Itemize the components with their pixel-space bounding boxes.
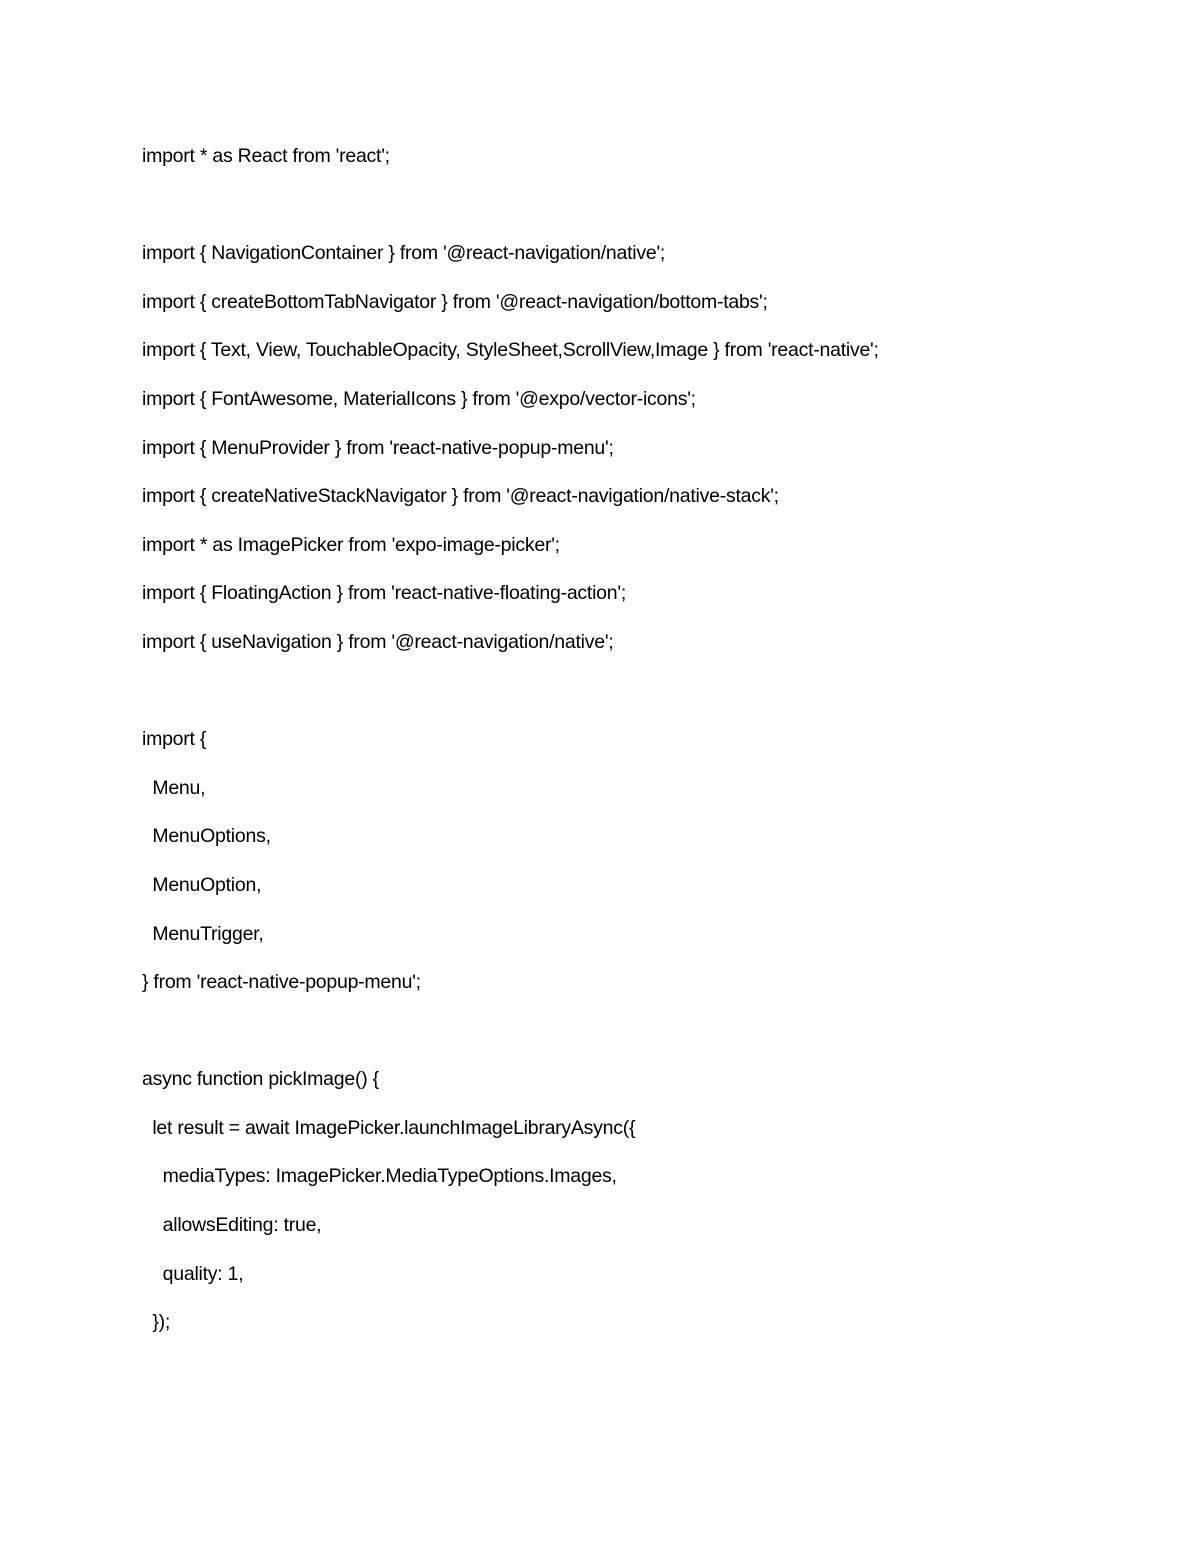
code-line: import * as React from 'react'; <box>142 145 390 167</box>
code-line: } from 'react-native-popup-menu'; <box>142 971 421 994</box>
code-line: MenuOption, <box>142 873 262 896</box>
code-line: }); <box>142 1311 171 1334</box>
code-line: import { FloatingAction } from 'react-native-floating-action'; <box>142 582 627 605</box>
code-line: import { Text, View, TouchableOpacity, StyleSheet,ScrollView,Image } from 'react-native'; <box>142 339 879 362</box>
code-line: import { MenuProvider } from 'react-native-popup-menu'; <box>142 436 614 459</box>
code-line: import * as ImagePicker from 'expo-image-picker'; <box>142 533 560 556</box>
code-line <box>142 1012 1142 1061</box>
code-line: MenuOptions, <box>142 825 271 848</box>
code-line: MenuTrigger, <box>142 922 264 945</box>
code-block <box>142 137 1142 1352</box>
code-line: mediaTypes: ImagePicker.MediaTypeOptions.Images, <box>142 1165 617 1188</box>
code-line: import { createNativeStackNavigator } from '@react-navigation/native-stack'; <box>142 485 779 508</box>
code-line: async function pickImage() { <box>142 1068 379 1091</box>
code-line: import { NavigationContainer } from '@react-navigation/native'; <box>142 242 666 265</box>
code-line: import { FontAwesome, MaterialIcons } from '@expo/vector-icons'; <box>142 387 696 410</box>
code-line <box>142 672 1142 721</box>
code-line: let result = await ImagePicker.launchImageLibraryAsync({ <box>142 1116 636 1139</box>
code-line: allowsEditing: true, <box>142 1214 322 1237</box>
code-line: import { createBottomTabNavigator } from '@react-navigation/bottom-tabs'; <box>142 290 768 313</box>
code-line: import { <box>142 728 207 751</box>
code-line <box>142 186 1142 235</box>
code-line: quality: 1, <box>142 1262 244 1285</box>
code-line: Menu, <box>142 776 206 799</box>
code-line: import { useNavigation } from '@react-navigation/native'; <box>142 630 614 653</box>
